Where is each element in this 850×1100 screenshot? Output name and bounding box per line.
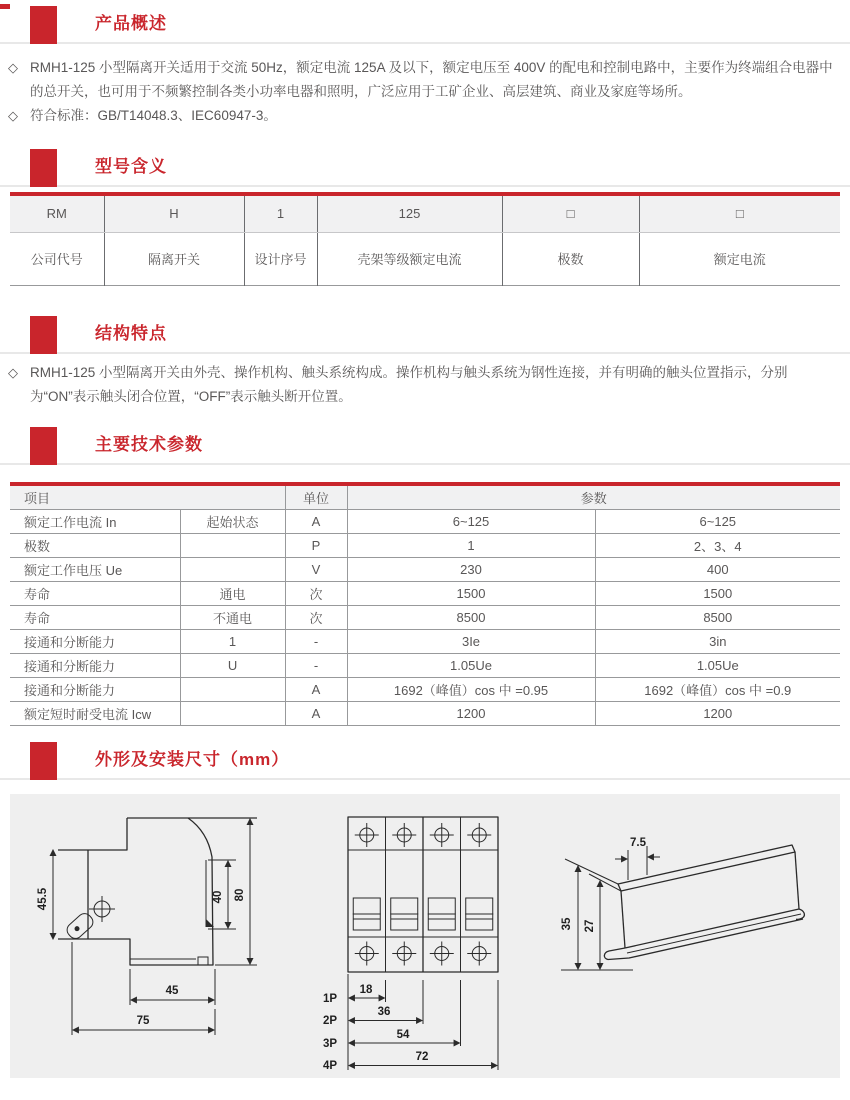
param-value1-cell: 1692（峰值）cos 中 =0.95	[347, 678, 595, 702]
section-header-params	[0, 425, 850, 465]
param-item-cell: 寿命	[10, 606, 180, 630]
red-square-icon	[30, 316, 57, 354]
model-meaning-cell: 额定电流	[639, 232, 840, 285]
dim-label-slot-height: 40	[212, 890, 224, 904]
param-row	[10, 534, 840, 558]
pole-label-2p: 2P	[322, 1015, 338, 1027]
structure-paragraphs	[8, 361, 840, 409]
dim-label-1p-width: 18	[359, 984, 373, 996]
dim-label-rail-inner: 27	[584, 919, 596, 933]
model-code-row	[10, 194, 840, 232]
overview-bullet	[8, 56, 840, 104]
param-sub-cell: 1	[180, 630, 285, 654]
red-square-icon	[30, 149, 57, 187]
param-item-cell: 接通和分断能力	[10, 654, 180, 678]
param-unit-cell: P	[285, 534, 347, 558]
section-title-params: 主要技术参数	[95, 434, 203, 454]
side-view-drawing	[10, 802, 300, 1078]
param-value2-cell: 1.05Ue	[595, 654, 840, 678]
model-meaning-cell: 极数	[502, 232, 639, 285]
dim-label-2p-width: 36	[377, 1006, 391, 1018]
section-header-dimensions	[0, 740, 850, 780]
pole-label-1p: 1P	[322, 993, 338, 1005]
param-value2-cell: 8500	[595, 606, 840, 630]
overview-paragraphs	[8, 56, 840, 128]
param-item-cell: 接通和分断能力	[10, 630, 180, 654]
pole-label-3p: 3P	[322, 1038, 338, 1050]
param-item-cell: 额定工作电压 Ue	[10, 558, 180, 582]
param-unit-cell: A	[285, 510, 347, 534]
dimension-75	[72, 942, 215, 1035]
dim-label-base-width: 45	[165, 985, 179, 997]
dimension-45-5	[37, 850, 53, 939]
red-square-icon	[30, 6, 57, 44]
model-code-cell: □	[502, 194, 639, 232]
din-rail-body	[604, 845, 804, 960]
param-row	[10, 630, 840, 654]
param-item-cell: 接通和分断能力	[10, 678, 180, 702]
param-item-cell: 极数	[10, 534, 180, 558]
param-value2-cell: 1692（峰值）cos 中 =0.9	[595, 678, 840, 702]
param-value1-cell: 230	[347, 558, 595, 582]
param-row	[10, 582, 840, 606]
param-row	[10, 654, 840, 678]
param-unit-cell: 次	[285, 606, 347, 630]
param-value2-cell: 400	[595, 558, 840, 582]
param-row	[10, 558, 840, 582]
param-sub-cell: 通电	[180, 582, 285, 606]
front-view-dimensions	[323, 974, 498, 1072]
param-row	[10, 510, 840, 534]
param-unit-cell: A	[285, 702, 347, 726]
model-meaning-cell: 公司代号	[10, 232, 104, 285]
param-unit-cell: -	[285, 630, 347, 654]
param-sub-cell: U	[180, 654, 285, 678]
section-title-dimensions: 外形及安装尺寸（mm）	[95, 750, 290, 769]
pole-label-4p: 4P	[322, 1060, 338, 1072]
param-value2-cell: 1200	[595, 702, 840, 726]
model-meaning-cell: 设计序号	[244, 232, 317, 285]
params-header-row	[10, 484, 840, 510]
params-header-value: 参数	[347, 484, 840, 510]
param-sub-cell	[180, 558, 285, 582]
param-unit-cell: 次	[285, 582, 347, 606]
model-code-cell: □	[639, 194, 840, 232]
param-item-cell: 额定短时耐受电流 Icw	[10, 702, 180, 726]
structure-bullet	[8, 361, 840, 409]
param-unit-cell: -	[285, 654, 347, 678]
param-value1-cell: 8500	[347, 606, 595, 630]
param-row	[10, 606, 840, 630]
mounting-hole-symbol	[89, 896, 115, 922]
params-header-item: 项目	[10, 484, 285, 510]
diamond-bullet-icon: ◇	[8, 108, 18, 123]
param-value1-cell: 1500	[347, 582, 595, 606]
model-meaning-row	[10, 232, 840, 285]
model-code-cell: RM	[10, 194, 104, 232]
param-sub-cell: 起始状态	[180, 510, 285, 534]
dim-label-rail-top: 7.5	[630, 837, 646, 849]
din-clip-symbol	[64, 911, 96, 942]
din-rail-drawing	[545, 802, 845, 1012]
section-title-structure: 结构特点	[95, 323, 167, 343]
param-value2-cell: 6~125	[595, 510, 840, 534]
front-view-drawing	[300, 802, 560, 1078]
param-value1-cell: 6~125	[347, 510, 595, 534]
front-view-body	[348, 817, 498, 972]
side-view-outline	[58, 818, 257, 965]
param-sub-cell	[180, 534, 285, 558]
param-value1-cell: 1	[347, 534, 595, 558]
param-item-cell: 寿命	[10, 582, 180, 606]
param-item-cell: 额定工作电流 In	[10, 510, 180, 534]
section-title-overview: 产品概述	[95, 14, 167, 33]
dimension-drawings-panel	[10, 794, 840, 1078]
param-value1-cell: 1200	[347, 702, 595, 726]
overview-bullet	[8, 104, 840, 128]
model-code-cell: H	[104, 194, 244, 232]
param-sub-cell	[180, 678, 285, 702]
params-header-unit: 单位	[285, 484, 347, 510]
param-unit-cell: A	[285, 678, 347, 702]
dim-label-total-width: 75	[136, 1015, 150, 1027]
model-code-cell: 1	[244, 194, 317, 232]
structure-bullet-text: RMH1-125 小型隔离开关由外壳、操作机构、触头系统构成。操作机构与触头系统为钢性连接，并有明确的触头位置指示，分别为“ON”表示触头闭合位置，“OFF”表示触头断开位置。	[30, 364, 788, 404]
param-sub-cell: 不通电	[180, 606, 285, 630]
dim-label-4p-width: 72	[415, 1051, 429, 1063]
dim-label-rail-outer: 35	[561, 917, 573, 931]
param-row	[10, 702, 840, 726]
param-row	[10, 678, 840, 702]
param-value1-cell: 3Ie	[347, 630, 595, 654]
section-header-model	[0, 147, 850, 187]
dim-label-total-height: 80	[234, 888, 246, 902]
dimension-45	[130, 969, 215, 1005]
rail-dimension-7-5	[615, 837, 660, 880]
params-table	[10, 482, 840, 727]
param-value1-cell: 1.05Ue	[347, 654, 595, 678]
model-meaning-cell: 壳架等级额定电流	[317, 232, 502, 285]
diamond-bullet-icon: ◇	[8, 364, 18, 380]
red-square-icon	[30, 742, 57, 780]
overview-bullet-text: 符合标准：GB/T14048.3、IEC60947-3。	[30, 108, 277, 123]
model-table-wrap	[10, 192, 840, 286]
param-value2-cell: 1500	[595, 582, 840, 606]
section-header-structure	[0, 314, 850, 354]
section-title-model: 型号含义	[95, 157, 167, 176]
section-header-overview	[0, 4, 850, 44]
model-meaning-table	[10, 192, 840, 286]
dim-label-front-height: 45.5	[37, 887, 49, 911]
overview-bullet-text: RMH1-125 小型隔离开关适用于交流 50Hz，额定电流 125A 及以下，额定电压至 400V 的配电和控制电路中，主要作为终端组合电器中的总开关，也可用于不频繁控制各类小功率电器和照明，广泛应用于工矿企业、高层建筑、商业及家庭等场所。	[30, 60, 833, 99]
dim-label-3p-width: 54	[396, 1029, 410, 1041]
params-table-wrap	[10, 482, 840, 727]
datasheet-page	[0, 4, 850, 1100]
model-code-cell: 125	[317, 194, 502, 232]
diamond-bullet-icon: ◇	[8, 60, 18, 75]
red-square-icon	[30, 427, 57, 465]
param-unit-cell: V	[285, 558, 347, 582]
model-meaning-cell: 隔离开关	[104, 232, 244, 285]
param-sub-cell	[180, 702, 285, 726]
param-value2-cell: 2、3、4	[595, 534, 840, 558]
param-value2-cell: 3in	[595, 630, 840, 654]
